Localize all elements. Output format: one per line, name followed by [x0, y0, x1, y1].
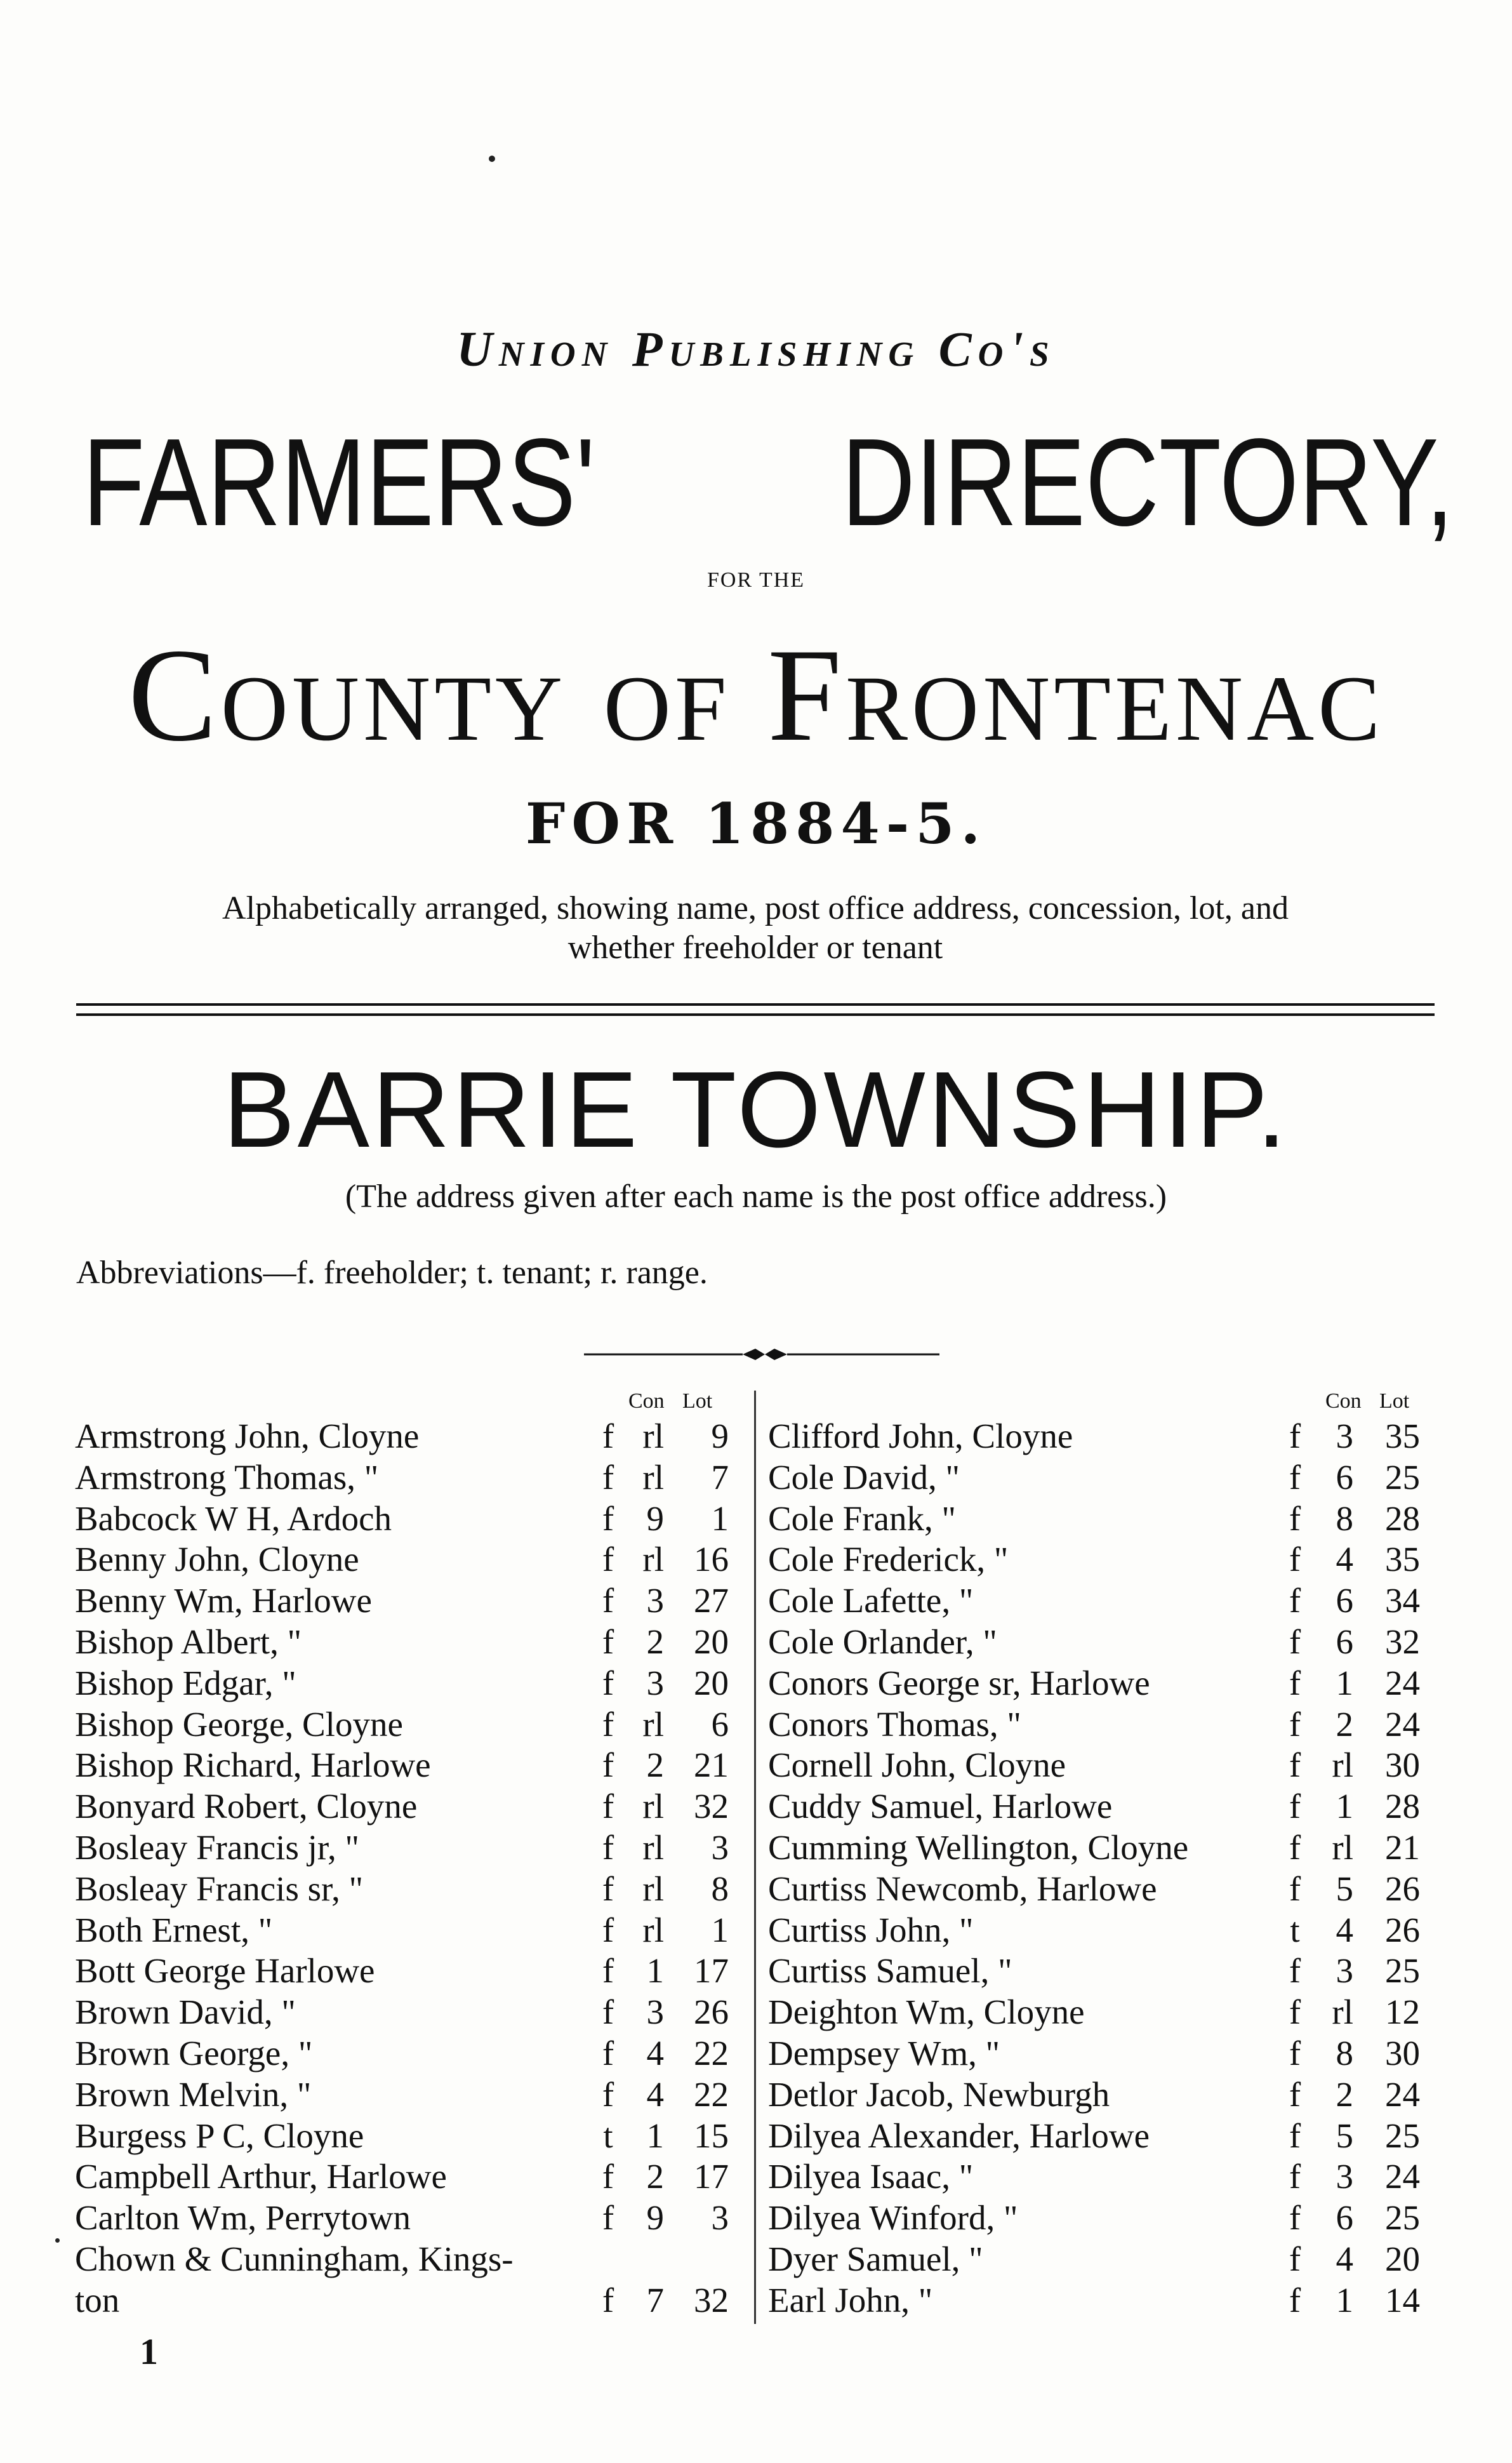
- directory-entry: [75, 1539, 741, 1580]
- entry-status: f: [1289, 1540, 1301, 1579]
- entry-concession: rl: [642, 1417, 664, 1455]
- entry-lot: 1: [711, 1910, 729, 1949]
- entry-status: f: [602, 1910, 614, 1949]
- entry-name: Cole Lafette, ": [768, 1581, 974, 1620]
- entry-lot: 25: [1385, 2198, 1420, 2238]
- entry-name: Earl John, ": [768, 2280, 933, 2319]
- print-speck: [55, 2238, 60, 2243]
- entry-status: f: [1289, 2074, 1301, 2114]
- entry-name: Armstrong John, Cloyne: [75, 1417, 420, 1455]
- entry-status: f: [1289, 1622, 1301, 1661]
- entry-status: f: [602, 1417, 614, 1455]
- entry-concession: rl: [642, 1827, 664, 1867]
- entry-name: Deighton Wm, Cloyne: [768, 1992, 1085, 2032]
- entry-lot: 3: [711, 1827, 729, 1867]
- entry-name: ton: [75, 2280, 120, 2319]
- entry-concession: 6: [1336, 1457, 1353, 1497]
- entry-status: f: [602, 1745, 614, 1785]
- entry-concession: 3: [646, 1663, 664, 1702]
- left-column: [75, 1416, 741, 2321]
- entry-concession: 2: [646, 1745, 664, 1785]
- directory-entry: [768, 2116, 1441, 2157]
- entry-status: f: [1289, 1581, 1301, 1620]
- directory-entry: [768, 1951, 1441, 1992]
- con-header: Con: [1325, 1389, 1362, 1413]
- entry-name: Dilyea Isaac, ": [768, 2157, 974, 2196]
- entry-lot: 20: [1385, 2239, 1420, 2278]
- entry-concession: 9: [646, 1498, 664, 1538]
- directory-entry: [75, 1745, 741, 1786]
- entry-status: f: [1289, 1827, 1301, 1867]
- directory-entry: [75, 1498, 741, 1540]
- double-rule-top: [76, 1003, 1435, 1006]
- entry-status: f: [1289, 1417, 1301, 1455]
- directory-entry: [768, 2033, 1441, 2074]
- directory-entry: [75, 1663, 741, 1704]
- entry-concession: 1: [1336, 2280, 1353, 2319]
- entry-lot: 25: [1385, 2116, 1420, 2155]
- entry-concession: 6: [1336, 1581, 1353, 1620]
- entry-lot: 1: [711, 1498, 729, 1538]
- entry-lot: 25: [1385, 1951, 1420, 1991]
- entry-concession: 4: [1336, 2239, 1353, 2278]
- entry-lot: 9: [711, 1417, 729, 1455]
- entry-name: Brown David, ": [75, 1992, 296, 2032]
- entry-name: Cole Frederick, ": [768, 1540, 1009, 1579]
- entry-name: Bishop Edgar, ": [75, 1663, 296, 1702]
- entry-lot: 6: [711, 1704, 729, 1744]
- directory-entry: [75, 1786, 741, 1827]
- directory-entry: [75, 1869, 741, 1910]
- entry-lot: 12: [1385, 1992, 1420, 2032]
- entry-concession: 4: [1336, 1540, 1353, 1579]
- entry-lot: 32: [1385, 1622, 1420, 1661]
- entry-concession: 8: [1336, 2033, 1353, 2073]
- entry-lot: 20: [694, 1622, 729, 1661]
- entry-status: f: [1289, 1457, 1301, 1497]
- entry-name: Bonyard Robert, Cloyne: [75, 1787, 418, 1826]
- entry-lot: 35: [1385, 1540, 1420, 1579]
- entry-name: Dilyea Alexander, Harlowe: [768, 2116, 1150, 2155]
- entry-name: Carlton Wm, Perrytown: [75, 2198, 411, 2238]
- entry-name: Both Ernest, ": [75, 1910, 273, 1949]
- entry-name: Campbell Arthur, Harlowe: [75, 2157, 447, 2196]
- entry-status: f: [602, 2280, 614, 2319]
- entry-concession: rl: [1332, 1827, 1353, 1867]
- entry-name: Conors George sr, Harlowe: [768, 1663, 1150, 1702]
- entry-lot: 8: [711, 1869, 729, 1908]
- entry-name: Bosleay Francis jr, ": [75, 1827, 359, 1867]
- entry-concession: 5: [1336, 2116, 1353, 2155]
- entry-status: f: [1289, 2157, 1301, 2196]
- entry-lot: 17: [694, 2157, 729, 2196]
- entry-name: Dilyea Winford, ": [768, 2198, 1018, 2238]
- entry-status: f: [1289, 2033, 1301, 2073]
- entry-lot: 35: [1385, 1417, 1420, 1455]
- publisher-name: Union Publishing Co's: [456, 321, 1056, 377]
- entry-name: Bishop Albert, ": [75, 1622, 302, 1661]
- directory-entry: [768, 1869, 1441, 1910]
- entry-name: Armstrong Thomas, ": [75, 1457, 379, 1497]
- directory-entry: [75, 1827, 741, 1869]
- entry-concession: 3: [646, 1581, 664, 1620]
- directory-entry: [75, 1910, 741, 1951]
- entry-name: Cole David, ": [768, 1457, 960, 1497]
- entry-concession: 1: [1336, 1663, 1353, 1702]
- entry-concession: 3: [1336, 1417, 1353, 1455]
- directory-entry: [768, 1786, 1441, 1827]
- entry-concession: 3: [1336, 1951, 1353, 1991]
- directory-entry: [768, 1539, 1441, 1580]
- entry-concession: rl: [1332, 1992, 1353, 2032]
- entry-lot: 32: [694, 2280, 729, 2319]
- entry-status: f: [602, 1540, 614, 1579]
- entry-concession: 7: [646, 2280, 664, 2319]
- entry-lot: 24: [1385, 2074, 1420, 2114]
- entry-name: Cole Frank, ": [768, 1498, 956, 1538]
- entry-status: t: [603, 2116, 613, 2155]
- entry-lot: 7: [711, 1457, 729, 1497]
- entry-name: Clifford John, Cloyne: [768, 1417, 1073, 1455]
- entry-lot: 14: [1385, 2280, 1420, 2319]
- entry-lot: 16: [694, 1540, 729, 1579]
- lot-header: Lot: [682, 1389, 713, 1413]
- entry-status: f: [1289, 1951, 1301, 1991]
- entry-status: f: [602, 1827, 614, 1867]
- entry-concession: 4: [646, 2033, 664, 2073]
- entry-name: Bishop Richard, Harlowe: [75, 1745, 431, 1785]
- entry-lot: 27: [694, 1581, 729, 1620]
- entry-concession: 3: [646, 1992, 664, 2032]
- entry-concession: 1: [646, 1951, 664, 1991]
- entry-name: Dempsey Wm, ": [768, 2033, 1000, 2073]
- entry-lot: 30: [1385, 2033, 1420, 2073]
- directory-entry: [768, 2156, 1441, 2198]
- entry-name: Cumming Wellington, Cloyne: [768, 1827, 1189, 1867]
- entry-status: f: [602, 1663, 614, 1702]
- title-directory: DIRECTORY,: [841, 413, 1454, 552]
- entry-name: Cole Orlander, ": [768, 1622, 997, 1661]
- entry-name: Detlor Jacob, Newburgh: [768, 2074, 1110, 2114]
- entry-lot: 28: [1385, 1498, 1420, 1538]
- entry-concession: 2: [1336, 2074, 1353, 2114]
- entry-concession: 1: [646, 2116, 664, 2155]
- entry-lot: 15: [694, 2116, 729, 2155]
- column-divider: [754, 1391, 756, 2324]
- directory-title: [83, 413, 1454, 552]
- entry-lot: 34: [1385, 1581, 1420, 1620]
- directory-entry: [75, 1951, 741, 1992]
- directory-entry: [768, 1457, 1441, 1498]
- entry-status: f: [1289, 1704, 1301, 1744]
- ornament-divider-icon: [584, 1345, 939, 1364]
- entry-concession: 3: [1336, 2157, 1353, 2196]
- directory-entry: [768, 1992, 1441, 2033]
- directory-entry: [768, 1663, 1441, 1704]
- entry-concession: 1: [1336, 1787, 1353, 1826]
- entry-status: f: [1289, 1992, 1301, 2032]
- entry-lot: 24: [1385, 1704, 1420, 1744]
- subtitle-line: whether freeholder or tenant: [567, 930, 943, 966]
- entry-lot: 32: [694, 1787, 729, 1826]
- entry-name: Bishop George, Cloyne: [75, 1704, 403, 1744]
- entry-status: f: [1289, 1745, 1301, 1785]
- entry-concession: rl: [642, 1869, 664, 1908]
- entry-status: f: [1289, 2280, 1301, 2319]
- entry-concession: rl: [642, 1787, 664, 1826]
- directory-entry: [75, 1457, 741, 1498]
- entry-concession: rl: [642, 1704, 664, 1744]
- entry-status: f: [602, 2198, 614, 2238]
- entry-status: f: [602, 1951, 614, 1991]
- directory-entry: [75, 2074, 741, 2116]
- directory-entry: [75, 2280, 741, 2321]
- entry-concession: rl: [642, 1540, 664, 1579]
- entry-lot: 25: [1385, 1457, 1420, 1497]
- directory-entry: [75, 1580, 741, 1622]
- entry-name: Curtiss Newcomb, Harlowe: [768, 1869, 1157, 1908]
- entry-lot: 26: [1385, 1910, 1420, 1949]
- directory-entry: [768, 1622, 1441, 1663]
- directory-entry: [75, 2116, 741, 2157]
- con-header: Con: [628, 1389, 665, 1413]
- entry-concession: 4: [1336, 1910, 1353, 1949]
- directory-entry: [75, 2239, 741, 2280]
- county-title: County of Frontenac: [128, 622, 1384, 769]
- entry-status: f: [1289, 2116, 1301, 2155]
- entry-status: f: [602, 1869, 614, 1908]
- entry-lot: 21: [1385, 1827, 1420, 1867]
- entry-status: f: [1289, 1663, 1301, 1702]
- directory-entry: [75, 2198, 741, 2239]
- subtitle-line: Alphabetically arranged, showing name, post office address, concession, lot, and: [222, 890, 1289, 926]
- entry-concession: rl: [1332, 1745, 1353, 1785]
- entry-status: f: [602, 1704, 614, 1744]
- entry-status: f: [1289, 1869, 1301, 1908]
- directory-entry: [768, 1704, 1441, 1745]
- township-heading: BARRIE TOWNSHIP.: [223, 1050, 1289, 1170]
- entry-lot: 22: [694, 2074, 729, 2114]
- print-speck: [489, 156, 495, 162]
- entry-name: Cuddy Samuel, Harlowe: [768, 1787, 1113, 1826]
- directory-entry: [768, 2239, 1441, 2280]
- entry-status: f: [602, 1498, 614, 1538]
- entry-lot: 24: [1385, 1663, 1420, 1702]
- page-number: 1: [140, 2331, 158, 2372]
- year-label: FOR 1884-5.: [525, 791, 987, 857]
- entry-status: f: [602, 1992, 614, 2032]
- directory-entry: [768, 2280, 1441, 2321]
- entry-status: f: [1289, 1787, 1301, 1826]
- directory-entry: [75, 2156, 741, 2198]
- entry-lot: 30: [1385, 1745, 1420, 1785]
- entry-lot: 26: [1385, 1869, 1420, 1908]
- directory-entry: [75, 1622, 741, 1663]
- directory-entry: [75, 2033, 741, 2074]
- entry-name: Burgess P C, Cloyne: [75, 2116, 364, 2155]
- entry-status: f: [602, 2074, 614, 2114]
- entry-status: f: [602, 2033, 614, 2073]
- entry-status: f: [602, 1581, 614, 1620]
- directory-entry: [768, 2198, 1441, 2239]
- lot-header: Lot: [1379, 1389, 1410, 1413]
- entry-name: Brown George, ": [75, 2033, 313, 2073]
- directory-entry: [768, 1827, 1441, 1869]
- entry-status: f: [1289, 2239, 1301, 2278]
- entry-concession: 2: [1336, 1704, 1353, 1744]
- right-column: [768, 1416, 1441, 2321]
- title-farmers: FARMERS': [83, 413, 595, 552]
- entry-concession: rl: [642, 1457, 664, 1497]
- entry-name: Bosleay Francis sr, ": [75, 1869, 364, 1908]
- entry-lot: 3: [711, 2198, 729, 2238]
- entry-status: f: [602, 1457, 614, 1497]
- directory-entry: [75, 1416, 741, 1457]
- directory-entry: [768, 1498, 1441, 1540]
- entry-lot: 28: [1385, 1787, 1420, 1826]
- entry-concession: 5: [1336, 1869, 1353, 1908]
- entry-name: Babcock W H, Ardoch: [75, 1498, 392, 1538]
- entry-lot: 24: [1385, 2157, 1420, 2196]
- entry-name: Curtiss Samuel, ": [768, 1951, 1012, 1991]
- for-the-label: FOR THE: [706, 568, 806, 592]
- entry-name: Brown Melvin, ": [75, 2074, 312, 2114]
- directory-entry: [768, 1416, 1441, 1457]
- entry-name: Cornell John, Cloyne: [768, 1745, 1066, 1785]
- entry-concession: 2: [646, 2157, 664, 2196]
- entry-status: f: [1289, 1498, 1301, 1538]
- entry-concession: 8: [1336, 1498, 1353, 1538]
- entry-concession: rl: [642, 1910, 664, 1949]
- directory-entry: [75, 1992, 741, 2033]
- entry-lot: 17: [694, 1951, 729, 1991]
- entry-name: Benny John, Cloyne: [75, 1540, 359, 1579]
- entry-name: Curtiss John, ": [768, 1910, 974, 1949]
- entry-name: Benny Wm, Harlowe: [75, 1581, 372, 1620]
- directory-entry: [768, 2074, 1441, 2116]
- directory-entry: [768, 1580, 1441, 1622]
- entry-status: f: [602, 2157, 614, 2196]
- entry-status: t: [1290, 1910, 1300, 1949]
- directory-entry: [768, 1745, 1441, 1786]
- entry-lot: 21: [694, 1745, 729, 1785]
- entry-name: Bott George Harlowe: [75, 1951, 375, 1991]
- entry-status: f: [1289, 2198, 1301, 2238]
- entry-lot: 22: [694, 2033, 729, 2073]
- directory-entry: [768, 1910, 1441, 1951]
- entry-concession: 2: [646, 1622, 664, 1661]
- entry-lot: 20: [694, 1663, 729, 1702]
- entry-concession: 6: [1336, 1622, 1353, 1661]
- entry-concession: 6: [1336, 2198, 1353, 2238]
- double-rule-bottom: [76, 1013, 1435, 1016]
- address-note: (The address given after each name is the post office address.): [345, 1178, 1167, 1215]
- entry-name: Dyer Samuel, ": [768, 2239, 983, 2278]
- entry-status: f: [602, 1787, 614, 1826]
- directory-entry: [75, 1704, 741, 1745]
- entry-lot: 26: [694, 1992, 729, 2032]
- entry-name: Conors Thomas, ": [768, 1704, 1021, 1744]
- entry-concession: 9: [646, 2198, 664, 2238]
- abbreviations-line: Abbreviations—f. freeholder; t. tenant; r. range.: [76, 1255, 708, 1291]
- entry-name: Chown & Cunningham, Kings-: [75, 2239, 514, 2278]
- entry-concession: 4: [646, 2074, 664, 2114]
- subtitle: [57, 889, 1454, 968]
- entry-status: f: [602, 1622, 614, 1661]
